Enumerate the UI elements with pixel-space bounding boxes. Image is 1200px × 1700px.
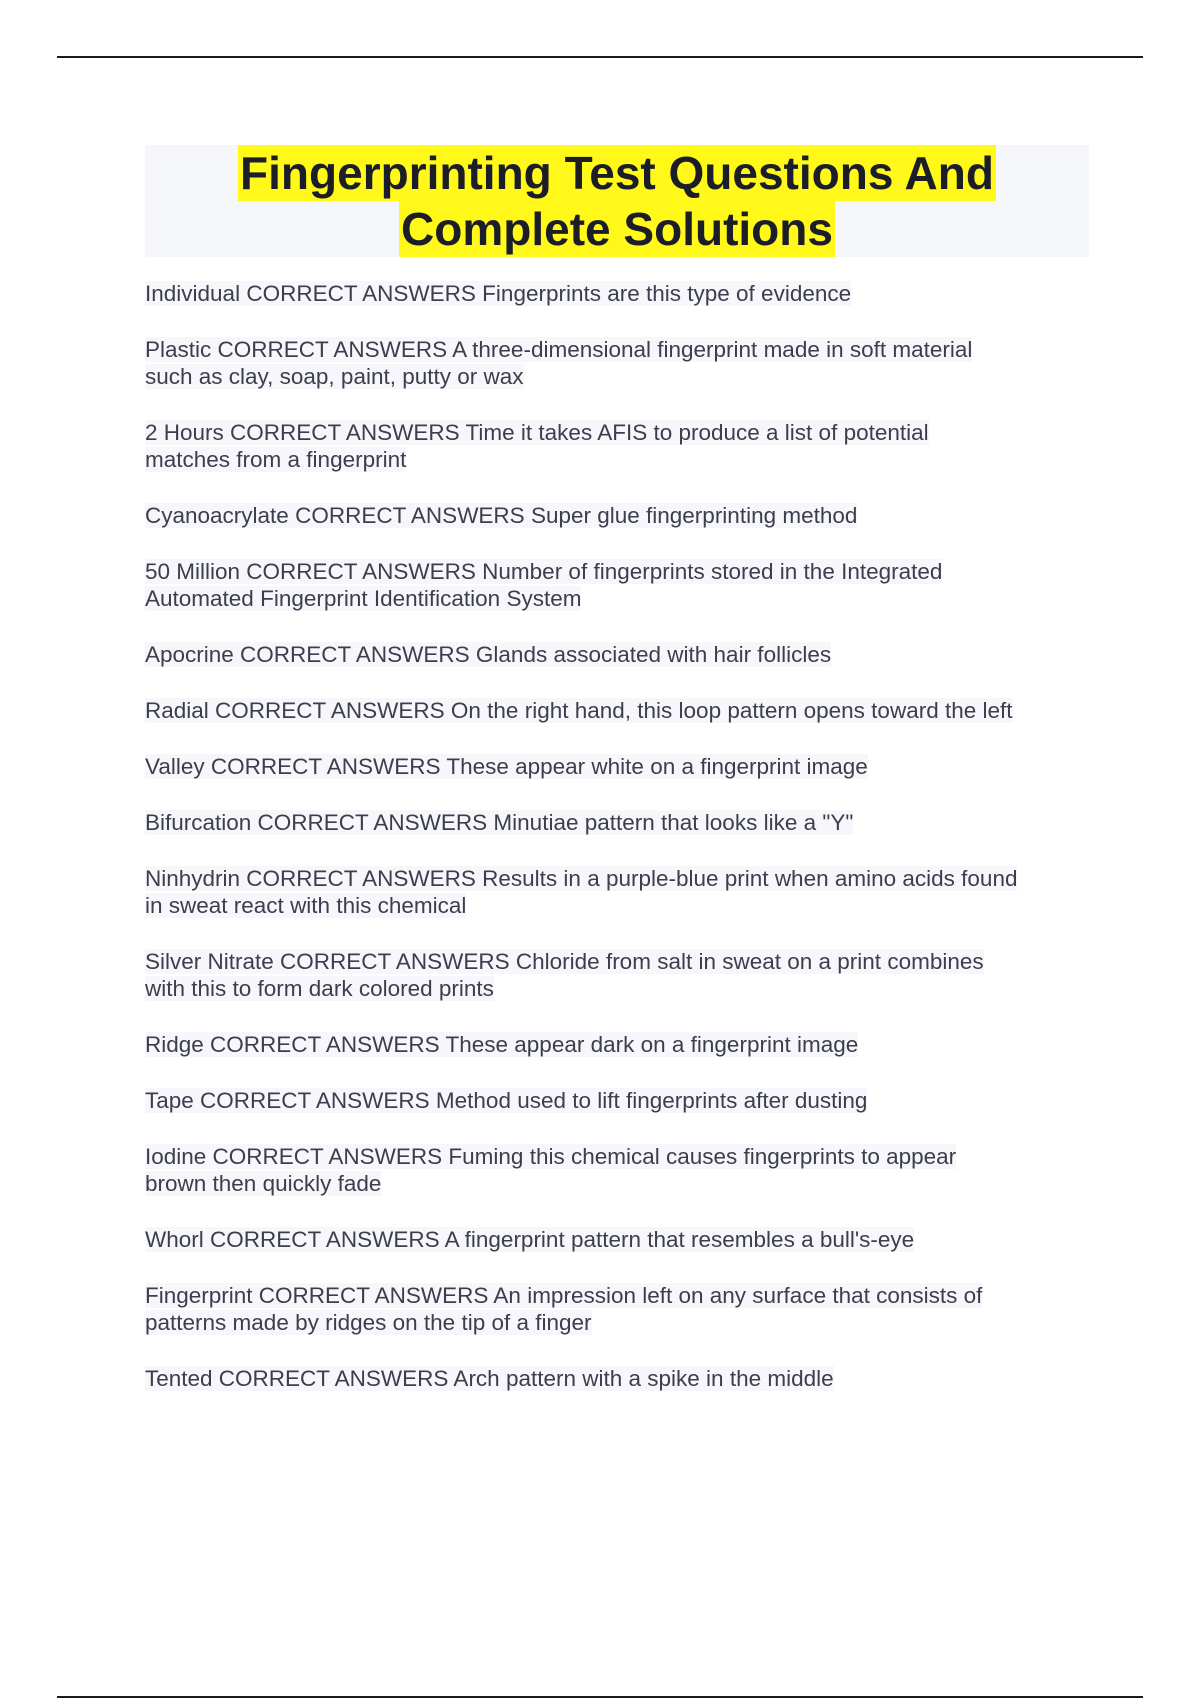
qa-item: Tented CORRECT ANSWERS Arch pattern with a spike in the middle (145, 1366, 834, 1391)
qa-item: Ninhydrin CORRECT ANSWERS Results in a purple-blue print when amino acids found in sweat react with this chemical (145, 866, 1018, 918)
qa-item: Fingerprint CORRECT ANSWERS An impression left on any surface that consists of patterns made by ridges on the tip of a finger (145, 1283, 983, 1335)
qa-item: Valley CORRECT ANSWERS These appear white on a fingerprint image (145, 754, 868, 779)
qa-item: Individual CORRECT ANSWERS Fingerprints are this type of evidence (145, 281, 852, 306)
qa-item: Ridge CORRECT ANSWERS These appear dark on a fingerprint image (145, 1032, 859, 1057)
footer-rule (57, 1696, 1143, 1698)
qa-item: Radial CORRECT ANSWERS On the right hand, this loop pattern opens toward the left (145, 698, 1013, 723)
title-line-1: Fingerprinting Test Questions And (240, 147, 994, 199)
qa-item: 50 Million CORRECT ANSWERS Number of fingerprints stored in the Integrated Automated Fingerprint Identification System (145, 559, 943, 611)
header-rule (57, 56, 1143, 58)
qa-item: Tape CORRECT ANSWERS Method used to lift fingerprints after dusting (145, 1088, 868, 1113)
qa-item: Silver Nitrate CORRECT ANSWERS Chloride from salt in sweat on a print combines with this to form dark colored prints (145, 949, 984, 1001)
qa-item: Plastic CORRECT ANSWERS A three-dimensional fingerprint made in soft material such as clay, soap, paint, putty or wax (145, 337, 973, 389)
qa-item: 2 Hours CORRECT ANSWERS Time it takes AFIS to produce a list of potential matches from a fingerprint (145, 420, 929, 472)
qa-list (145, 280, 1090, 1421)
qa-item: Whorl CORRECT ANSWERS A fingerprint pattern that resembles a bull's-eye (145, 1227, 915, 1252)
qa-item: Bifurcation CORRECT ANSWERS Minutiae pattern that looks like a "Y" (145, 810, 854, 835)
qa-item: Iodine CORRECT ANSWERS Fuming this chemical causes fingerprints to appear brown then quickly fade (145, 1144, 957, 1196)
title-line-2: Complete Solutions (401, 203, 833, 255)
document-title (145, 145, 1089, 257)
qa-item: Cyanoacrylate CORRECT ANSWERS Super glue fingerprinting method (145, 503, 858, 528)
qa-item: Apocrine CORRECT ANSWERS Glands associated with hair follicles (145, 642, 832, 667)
